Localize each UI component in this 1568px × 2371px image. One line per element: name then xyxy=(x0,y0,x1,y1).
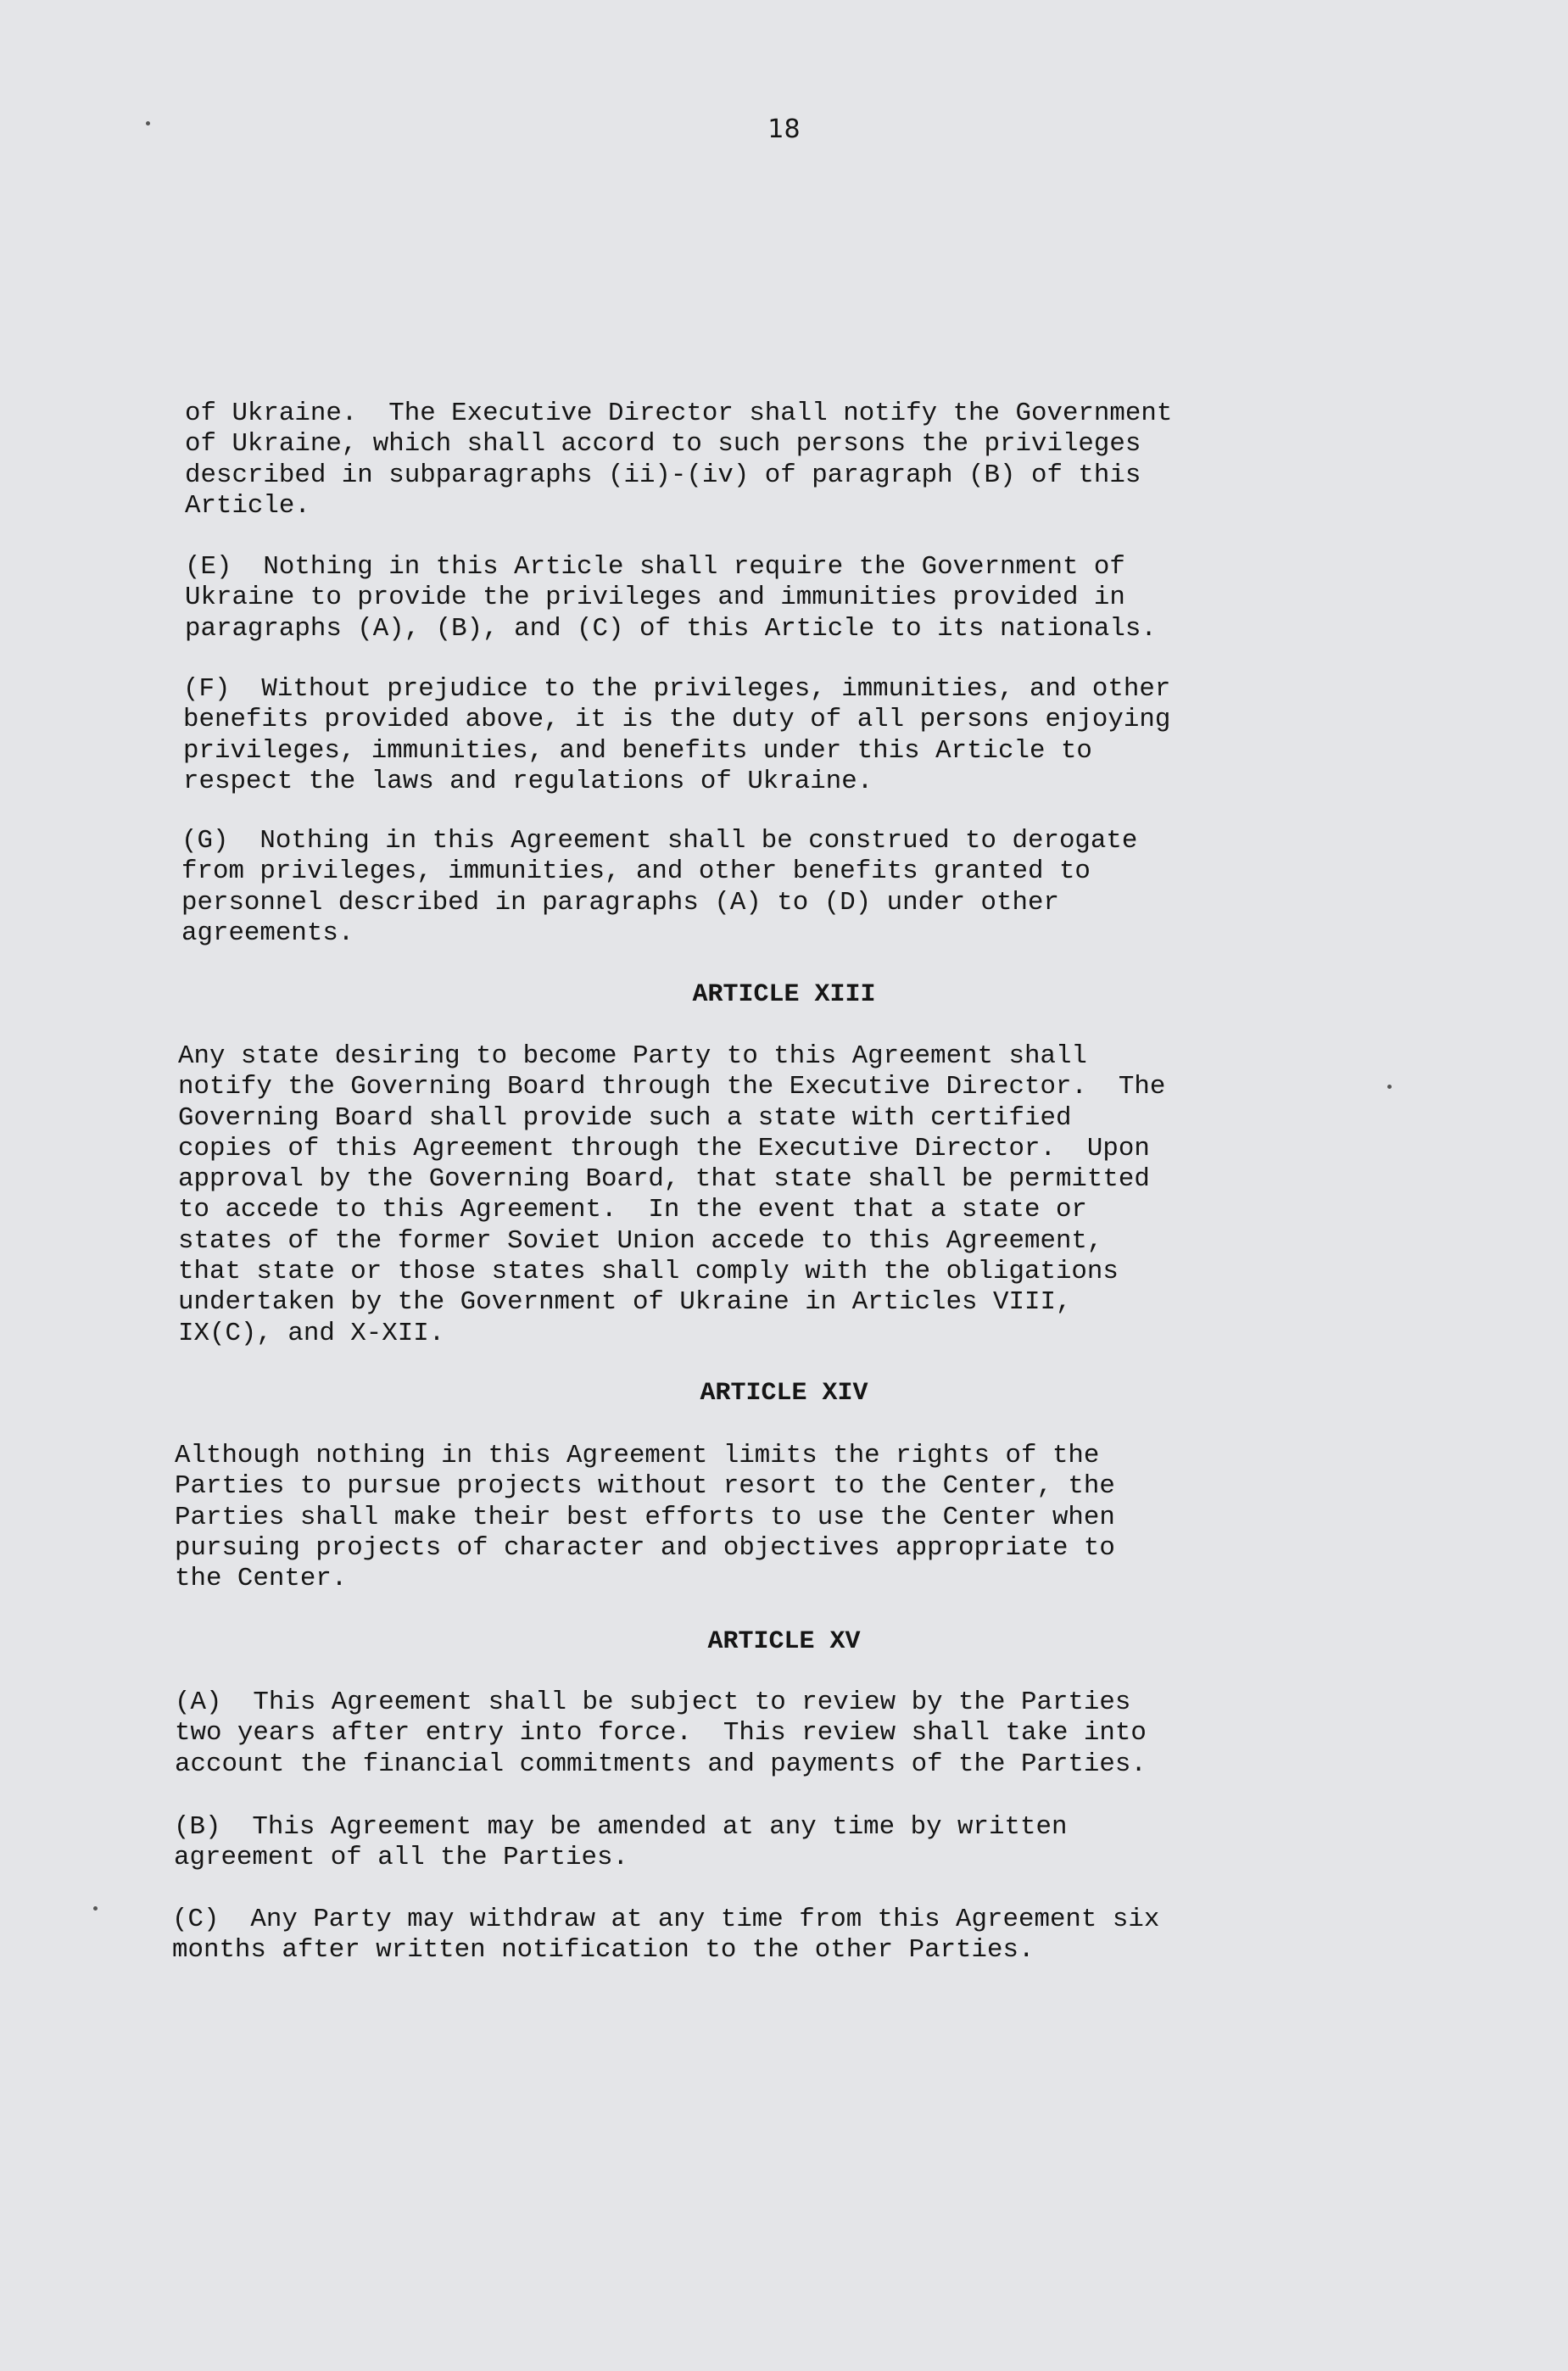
article-xiv-text: Although nothing in this Agreement limits the rights of the Parties to pursue projects without resort to the Center, the Parties shall make their best efforts to use the Center when pursuing projects of character and objectives appropriate to the Center. xyxy=(175,1441,1115,1594)
article-xiv-heading: ARTICLE XIV xyxy=(700,1379,868,1408)
article-xv-paragraph-b: (B) This Agreement may be amended at any time by written agreement of all the Parties. xyxy=(174,1812,1068,1873)
article-xiii-heading: ARTICLE XIII xyxy=(692,980,876,1009)
page-number: 18 xyxy=(767,114,801,144)
scan-speck xyxy=(1387,1085,1392,1089)
article-xv-paragraph-c: (C) Any Party may withdraw at any time from this Agreement six months after written notification to the other Parties. xyxy=(172,1905,1160,1966)
article-xv-paragraph-a: (A) This Agreement shall be subject to review by the Parties two years after entry into force. This review shall take into account the financial commitments and payments of the Parties. xyxy=(175,1688,1147,1779)
paragraph-continuation: of Ukraine. The Executive Director shall notify the Government of Ukraine, which shall accord to such persons the privileges described in subparagraphs (ii)-(iv) of paragraph (B) of this Article. xyxy=(185,399,1173,521)
paragraph-e: (E) Nothing in this Article shall require the Government of Ukraine to provide the privileges and immunities provided in paragraphs (A), (B), and (C) of this Article to its nationals. xyxy=(185,552,1157,644)
article-xv-heading: ARTICLE XV xyxy=(707,1627,861,1656)
scan-speck xyxy=(146,121,150,126)
scan-speck xyxy=(93,1906,98,1911)
paragraph-f: (F) Without prejudice to the privileges, immunities, and other benefits provided above, it is the duty of all persons enjoying privileges, immunities, and benefits under this Article to respect the laws and regulations of Ukraine. xyxy=(183,674,1171,796)
paragraph-g: (G) Nothing in this Agreement shall be construed to derogate from privileges, immunities, and other benefits granted to personnel described in paragraphs (A) to (D) under other agreements. xyxy=(181,826,1138,948)
article-xiii-text: Any state desiring to become Party to this Agreement shall notify the Governing Board through the Executive Director. The Governing Board shall provide such a state with certified copies of this Agreement through the Executive Director. Upon approval by the Governing Board, that state shall be permitted to accede to this Agreement. In the event that a state or states of the former Soviet Union accede to this Agreement, that state or those states shall comply with the obligations undertaken by the Government of Ukraine in Articles VIII, IX(C), and X-XII. xyxy=(178,1041,1166,1348)
